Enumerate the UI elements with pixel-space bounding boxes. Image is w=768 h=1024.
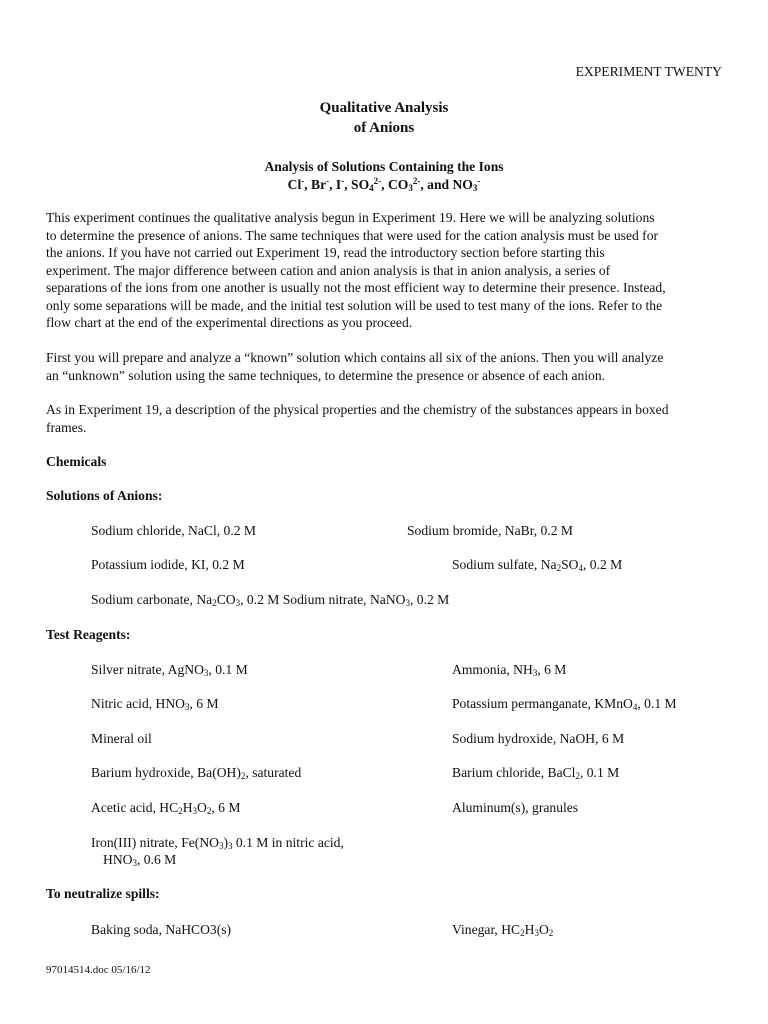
reagent-item-baoh2: Barium hydroxide, $Ba(OH)_2$, saturated [91,765,302,781]
solution-item-nacl: Sodium chloride, NaCl, 0.2 M [91,523,257,538]
reagent-item-acetic-acid: Acetic acid, $HC_2H_3O_2$, 6 M [91,800,241,816]
page-title [0,98,768,138]
spills-heading: To neutralize spills: [46,886,160,901]
paragraph-line: First you will prepare and analyze a “known” solution which contains all six of the anions. Then you will analyze [46,350,664,365]
solution-item-na2so4: Sodium sulfate, $Na_2SO_4$, 0.2 M [452,557,623,573]
paragraph-line: As in Experiment 19, a description of the physical properties and the chemistry of the substances appears in boxed [46,402,669,417]
paragraph-line: separations of the ions from one another is usually not the most efficient way to determine their presence. Instead, [46,280,666,295]
reagent-item-bacl2: Barium chloride, BaCl$_2$, 0.1 M [452,765,620,781]
spill-item-baking-soda: Baking soda, NaHCO3(s) [91,922,232,937]
reagent-item-iron-nitrate-cont: $HNO_3$, 0.6 M [103,852,177,868]
title-line-2: of Anions [353,120,415,136]
paragraph-line: only some separations will be made, and the initial test solution will be used to test many of the ions. Refer to the [46,297,663,313]
solution-item-carbonate-nitrate: Sodium carbonate, $Na_2CO_3$, 0.2 M Sodium nitrate, NaNO$_3$, 0.2 M [91,592,450,608]
paragraph-line: to determine the presence of anions. The same techniques that were used for the cation analysis must be used for [46,227,659,243]
reagent-item-naoh: Sodium hydroxide, NaOH, 6 M [452,731,625,746]
reagent-item-hno3: Nitric acid, $HNO_3$, 6 M [91,696,219,712]
known-unknown-paragraph [46,349,722,384]
reagent-item-kmno4: Potassium permanganate, KMnO$_4$, 0.1 M [452,696,677,712]
subtitle-line-1: Analysis of Solutions Containing the Ions [264,159,504,174]
solution-item-ki: Potassium iodide, KI, 0.2 M [91,557,245,572]
title-line-1: Qualitative Analysis [319,100,449,116]
intro-paragraph [46,209,722,332]
spill-item-vinegar: Vinegar, $HC_2H_3O_2$ [452,922,554,938]
reagent-item-nh3: Ammonia, $NH_3$, 6 M [452,662,567,678]
subtitle-ions: Cl-, Br-, I-, $SO_4^{2-}$, $CO_3^{2-}$, and $NO_3^-$ [287,176,481,193]
experiment-label: EXPERIMENT TWENTY [575,64,722,79]
paragraph-line: an “unknown” solution using the same techniques, to determine the presence or absence of each anion. [46,367,606,383]
reagent-item-agno3: Silver nitrate, AgNO$_3$, 0.1 M [91,662,248,678]
reagents-heading: Test Reagents: [46,627,131,642]
paragraph-line: experiment. The major difference between cation and anion analysis is that in anion analysis, a series of [46,262,611,278]
chemicals-heading: Chemicals [46,454,107,469]
paragraph-line: the anions. If you have not carried out Experiment 19, read the introductory section before starting this [46,245,605,260]
paragraph-line: flow chart at the end of the experimental directions as you proceed. [46,315,413,330]
reagent-item-mineral-oil: Mineral oil [91,731,152,746]
footer-filename: 97014514.doc 05/16/12 [46,964,151,976]
paragraph-line: This experiment continues the qualitative analysis begun in Experiment 19. Here we will be analyzing solutions [46,210,655,225]
paragraph-line: frames. [46,419,87,435]
boxed-frames-paragraph [46,401,722,436]
solutions-heading: Solutions of Anions: [46,488,163,503]
reagent-item-iron-nitrate: Iron(III) nitrate, $Fe(NO_3)_3$ 0.1 M in nitric acid, [91,835,344,851]
solution-item-nabr: Sodium bromide, NaBr, 0.2 M [407,523,573,538]
reagent-item-aluminum: Aluminum(s), granules [452,800,579,815]
